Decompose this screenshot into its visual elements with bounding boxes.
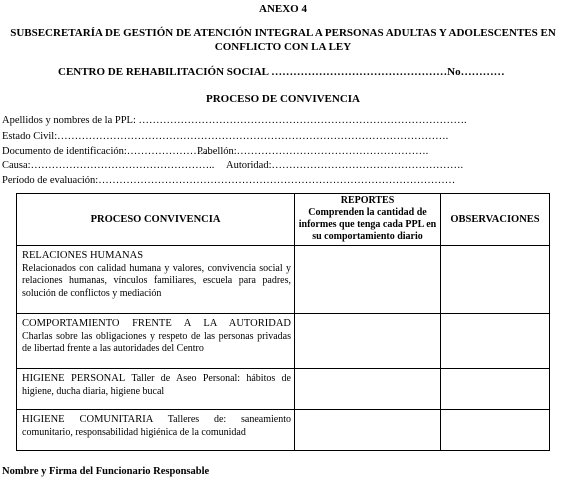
- header-reportes-desc: Comprenden la cantidad de informes que tenga cada PPL en su comportamiento diario: [298, 207, 437, 242]
- header-observaciones: OBSERVACIONES: [441, 194, 550, 246]
- observaciones-cell[interactable]: [441, 369, 550, 410]
- row-title: COMPORTAMIENTO FRENTE A LA AUTORIDAD: [22, 318, 291, 329]
- firma-funcionario: Nombre y Firma del Funcionario Responsable: [2, 466, 210, 477]
- field-documento: Documento de identificación:……………………: [2, 146, 211, 157]
- row-comportamiento-autoridad: [17, 314, 295, 369]
- row-title: HIGIENE PERSONAL: [22, 373, 132, 384]
- reportes-cell[interactable]: [295, 369, 441, 410]
- row-text: Relacionados con calidad humana y valores, convivencia social y relaciones humanas, vínculos familiares, escuela para padres, solución de conflictos y mediación: [22, 262, 291, 299]
- row-title: RELACIONES HUMANAS: [22, 250, 144, 261]
- header-proceso-convivencia: PROCESO CONVIVENCIA: [17, 194, 295, 246]
- table-row: [17, 314, 550, 369]
- row-text: Charlas sobre las obligaciones y respeto de las personas privadas de libertad frente a las autoridades del Centro: [22, 330, 291, 354]
- header-reportes: [295, 194, 441, 246]
- reportes-cell[interactable]: [295, 410, 441, 451]
- header-reportes-title: REPORTES: [340, 195, 395, 206]
- field-pabellon: Pabellón:……………………………………………….: [197, 146, 429, 157]
- field-causa: Causa:……………………………………………..: [2, 160, 215, 171]
- row-text: Taller de Aseo Personal: hábitos de higiene, ducha diaria, higiene bucal: [22, 373, 291, 397]
- reportes-cell[interactable]: [295, 246, 441, 314]
- observaciones-cell[interactable]: [441, 410, 550, 451]
- field-estado-civil: Estado Civil:………………………………………………………………………………………………….: [2, 131, 449, 142]
- observaciones-cell[interactable]: [441, 246, 550, 314]
- row-higiene-personal: [17, 369, 295, 410]
- field-apellidos: Apellidos y nombres de la PPL: ………………………………………………………………………………….: [2, 115, 467, 126]
- row-text: Talleres de: saneamiento comunitario, responsabilidad higiénica de la comunidad: [22, 414, 291, 438]
- row-relaciones-humanas: [17, 246, 295, 314]
- centro-line: CENTRO DE REHABILITACIÓN SOCIAL …………………………………………No…………: [58, 66, 505, 78]
- convivencia-table: [16, 193, 550, 451]
- observaciones-cell[interactable]: [441, 314, 550, 369]
- row-title: HIGIENE COMUNITARIA: [22, 414, 168, 425]
- annex-title: ANEXO 4: [259, 3, 307, 15]
- row-higiene-comunitaria: [17, 410, 295, 451]
- subsecretaria-title-line2: CONFLICTO CON LA LEY: [214, 41, 352, 53]
- field-autoridad: Autoridad:……………………………………………….: [226, 160, 464, 171]
- field-row-causa: [2, 160, 562, 174]
- table-header-row: [17, 194, 550, 246]
- table-row: [17, 410, 550, 451]
- field-periodo: Período de evaluación:…………………………………………………………………………………………: [2, 175, 456, 186]
- field-row-documento: [2, 146, 562, 160]
- table-row: [17, 246, 550, 314]
- table-row: [17, 369, 550, 410]
- proceso-title: PROCESO DE CONVIVENCIA: [205, 93, 361, 105]
- subsecretaria-title-line1: SUBSECRETARÍA DE GESTIÓN DE ATENCIÓN INTEGRAL A PERSONAS ADULTAS Y ADOLESCENTES EN: [10, 27, 556, 39]
- reportes-cell[interactable]: [295, 314, 441, 369]
